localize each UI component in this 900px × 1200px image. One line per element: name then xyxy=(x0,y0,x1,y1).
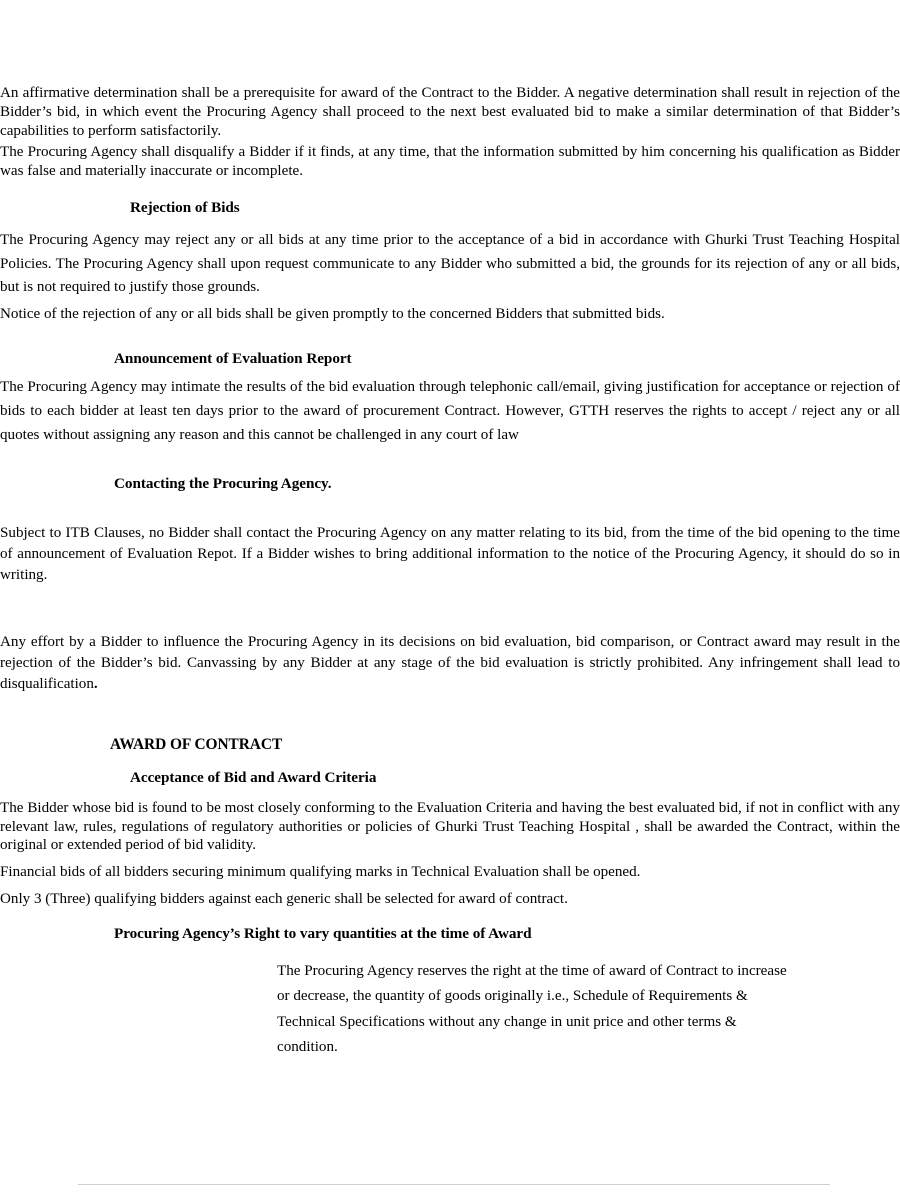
announcement-of-evaluation-report-list xyxy=(0,376,900,447)
list-item xyxy=(0,863,900,882)
list-item-text: Only 3 (Three) qualifying bidders against each generic shall be selected for award of contract. xyxy=(0,890,568,907)
contacting-procuring-agency-list-second xyxy=(0,632,900,695)
contacting-procuring-agency-list-first xyxy=(0,523,900,586)
rejection-of-bids-list xyxy=(0,229,900,326)
list-item xyxy=(0,303,900,327)
list-item-text: Subject to ITB Clauses, no Bidder shall contact the Procuring Agency on any matter relating to its bid, from the time of the bid opening to the time of announcement of Evaluation Repot. If a Bidder wishes to bring additional information to the notice of the Procuring Agency, it should do so in writing. xyxy=(0,525,900,584)
list-item xyxy=(0,376,900,447)
heading-award-of-contract: AWARD OF CONTRACT xyxy=(110,736,283,754)
list-item xyxy=(0,523,900,586)
heading-right-to-vary-quantities: Procuring Agency’s Right to vary quantities at the time of Award xyxy=(114,925,532,943)
trailing-period: . xyxy=(93,676,98,693)
heading-acceptance-of-bid-and-award-criteria: Acceptance of Bid and Award Criteria xyxy=(130,769,377,787)
list-item-text: An affirmative determination shall be a prerequisite for award of the Contract to the Bidder. A negative determination shall result in rejection of the Bidder’s bid, in which event the Procuring Agency shall proceed to the next best evaluated bid to make a similar determination of that Bidder’s capabilities to perform satisfactorily. xyxy=(0,85,900,140)
list-item-text: The Procuring Agency may reject any or all bids at any time prior to the acceptance of a bid in accordance with Ghurki Trust Teaching Hospital Policies. The Procuring Agency shall upon request communicate to any Bidder who submitted a bid, the grounds for its rejection of any or all bids, but is not required to justify those grounds. xyxy=(0,232,900,296)
list-item xyxy=(0,799,900,855)
list-item-text: Financial bids of all bidders securing minimum qualifying marks in Technical Evaluation shall be opened. xyxy=(0,863,641,880)
list-item xyxy=(0,890,900,909)
list-item-text: The Bidder whose bid is found to be most closely conforming to the Evaluation Criteria and having the best evaluated bid, if not in conflict with any relevant law, rules, regulations of regulatory authorities or policies of Ghurki Trust Teaching Hospital , shall be awarded the Contract, within the original or extended period of bid validity. xyxy=(0,800,900,854)
heading-announcement-of-evaluation-report: Announcement of Evaluation Report xyxy=(114,350,352,368)
bidder-determination-list xyxy=(0,84,900,181)
list-item xyxy=(0,229,900,300)
list-item xyxy=(0,84,900,142)
list-item-text: The Procuring Agency may intimate the results of the bid evaluation through telephonic call/email, giving justification for acceptance or rejection of bids to each bidder at least ten days prior to the award of procurement Contract. However, GTTH reserves the rights to accept / reject any or all quotes without assigning any reason and this cannot be challenged in any court of law xyxy=(0,379,900,443)
list-item-text: The Procuring Agency shall disqualify a Bidder if it finds, at any time, that the information submitted by him concerning his qualification as Bidder was false and materially inaccurate or incomplete. xyxy=(0,143,900,179)
acceptance-of-bid-list xyxy=(0,799,900,908)
footer-divider xyxy=(78,1184,830,1185)
right-to-vary-quantities-paragraph: The Procuring Agency reserves the right at the time of award of Contract to increase or decrease, the quantity of goods originally i.e., Schedule of Requirements & Technical Specifications without any change in unit price and other terms & condition. xyxy=(277,963,787,1055)
list-item-text: Any effort by a Bidder to influence the Procuring Agency in its decisions on bid evaluation, bid comparison, or Contract award may result in the rejection of the Bidder’s bid. Canvassing by any Bidder at any stage of the bid evaluation is strictly prohibited. Any infringement shall lead to disqualification xyxy=(0,634,900,693)
list-item-text: Notice of the rejection of any or all bids shall be given promptly to the concerned Bidders that submitted bids. xyxy=(0,305,665,322)
list-item xyxy=(0,143,900,181)
list-item xyxy=(0,632,900,695)
heading-contacting-the-procuring-agency: Contacting the Procuring Agency. xyxy=(114,475,332,493)
heading-rejection-of-bids: Rejection of Bids xyxy=(130,199,240,217)
